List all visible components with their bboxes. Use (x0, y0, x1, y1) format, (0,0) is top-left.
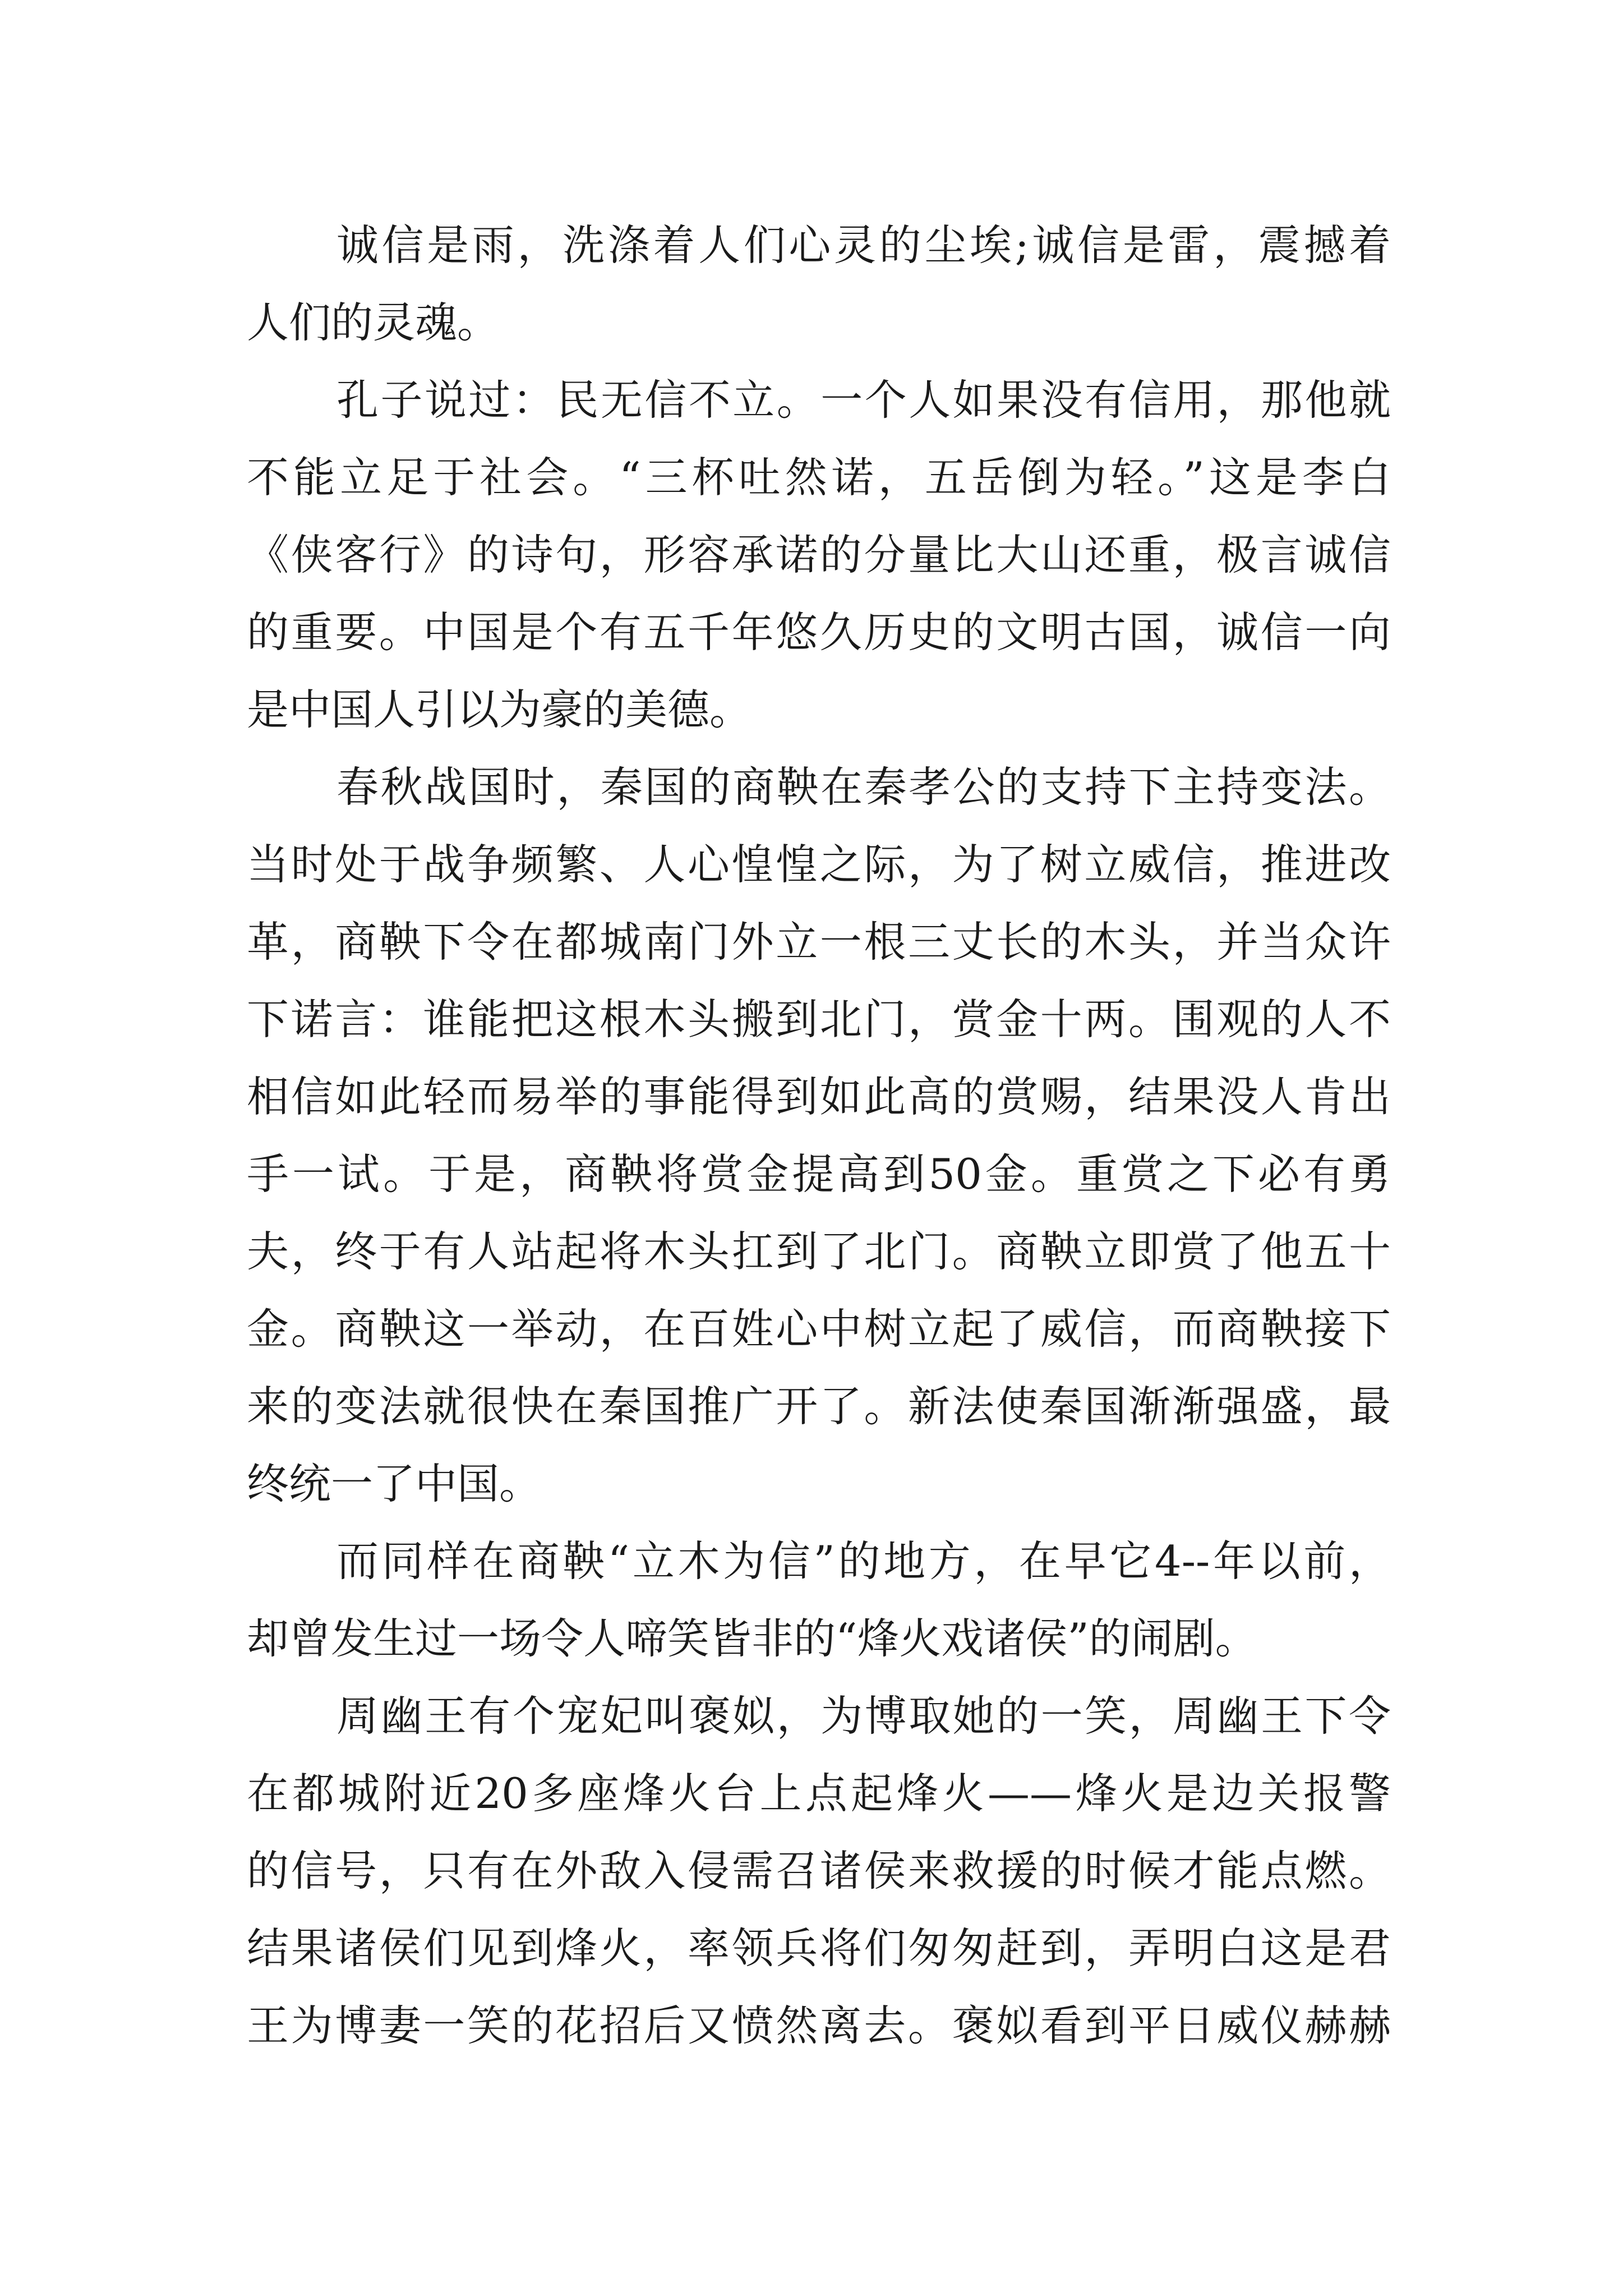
text-line: 来的变法就很快在秦国推广开了。新法使秦国渐渐强盛，最 (247, 1382, 1391, 1431)
text-line: 孔子说过：民无信不立。一个人如果没有信用，那他就 (336, 375, 1391, 425)
text-line: 下诺言：谁能把这根木头搬到北门，赏金十两。围观的人不 (247, 995, 1391, 1044)
text-line: 春秋战国时，秦国的商鞅在秦孝公的支持下主持变法。 (336, 762, 1391, 812)
text-line: 革，商鞅下令在都城南门外立一根三丈长的木头，并当众许 (247, 917, 1391, 967)
text-line: 手一试。于是，商鞅将赏金提高到50金。重赏之下必有勇 (247, 1149, 1391, 1199)
text-line: 王为博妻一笑的花招后又愤然离去。褒姒看到平日威仪赫赫 (247, 2001, 1391, 2050)
text-line: 金。商鞅这一举动，在百姓心中树立起了威信，而商鞅接下 (247, 1304, 1391, 1354)
text-line: 相信如此轻而易举的事能得到如此高的赏赐，结果没人肯出 (247, 1072, 1391, 1121)
text-line: 终统一了中国。 (247, 1459, 542, 1508)
text-line: 当时处于战争频繁、人心惶惶之际，为了树立威信，推进改 (247, 840, 1391, 889)
text-line: 却曾发生过一场令人啼笑皆非的“烽火戏诸侯”的闹剧。 (247, 1614, 1257, 1663)
text-line: 周幽王有个宠妃叫褒姒，为博取她的一笑，周幽王下令 (336, 1691, 1391, 1741)
text-line: 诚信是雨，洗涤着人们心灵的尘埃;诚信是雷，震撼着 (336, 220, 1391, 270)
text-line: 不能立足于社会。“三杯吐然诺，五岳倒为轻。”这是李白 (247, 453, 1391, 502)
text-line: 夫，终于有人站起将木头扛到了北门。商鞅立即赏了他五十 (247, 1227, 1391, 1276)
text-line: 的重要。中国是个有五千年悠久历史的文明古国，诚信一向 (247, 608, 1391, 657)
article-body (247, 206, 1391, 2064)
text-line: 在都城附近20多座烽火台上点起烽火——烽火是边关报警 (247, 1769, 1391, 1818)
text-line: 的信号，只有在外敌入侵需召诸侯来救援的时候才能点燃。 (247, 1846, 1391, 1895)
text-line: 结果诸侯们见到烽火，率领兵将们匆匆赶到，弄明白这是君 (247, 1924, 1391, 1973)
text-line: 是中国人引以为豪的美德。 (247, 685, 752, 734)
text-line: 人们的灵魂。 (247, 298, 500, 347)
text-line: 《侠客行》的诗句，形容承诺的分量比大山还重，极言诚信 (247, 530, 1391, 579)
text-line: 而同样在商鞅“立木为信”的地方，在早它4--年以前， (336, 1536, 1391, 1586)
